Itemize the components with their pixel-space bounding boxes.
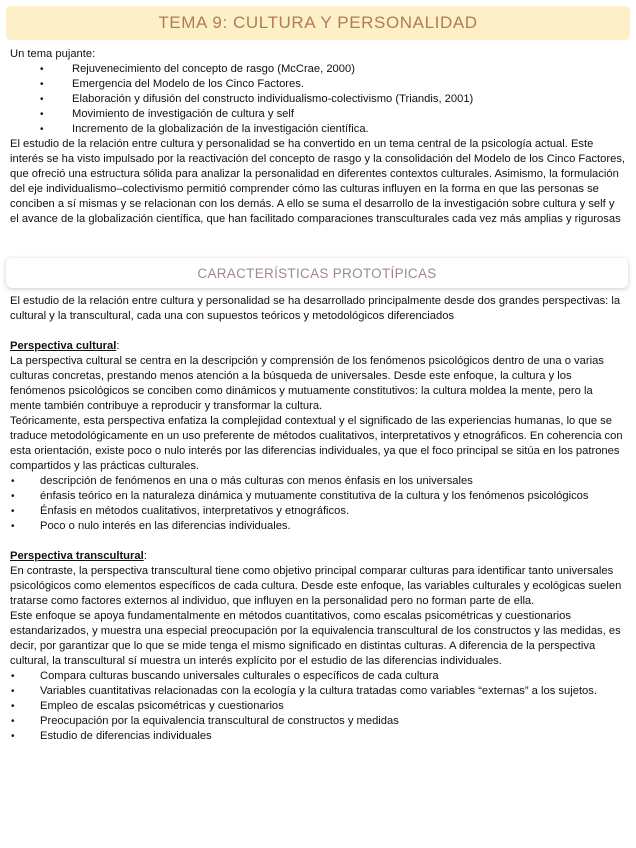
list-item: • Empleo de escalas psicométricas y cuestionarios bbox=[10, 699, 626, 714]
list-item: • Compara culturas buscando universales culturales o específicos de cada cultura bbox=[10, 669, 626, 684]
cultural-heading: Perspectiva cultural bbox=[10, 340, 117, 352]
section-title: CARACTERÍSTICAS PROTOTÍPICAS bbox=[197, 265, 437, 281]
transcultural-paragraph: Este enfoque se apoya fundamentalmente en métodos cuantitativos, como escalas psicométricas y cuestionarios estandarizados, y muestra una especial preocupación por la equivalencia transcultural de los constructos y las medidas, es decir, por garantizar que lo que se mide tenga el mismo significado en distintas culturas. A diferencia de la perspectiva cultural, la transcultural sí muestra un interés explícito por el estudio de las diferencias individuales. bbox=[10, 610, 621, 667]
list-item: • Poco o nulo interés en las diferencias individuales. bbox=[10, 519, 626, 534]
list-item: • Elaboración y difusión del constructo individualismo-colectivismo (Triandis, 2001) bbox=[10, 92, 626, 107]
body-section bbox=[10, 294, 626, 744]
list-item: • Emergencia del Modelo de los Cinco Factores. bbox=[10, 77, 626, 92]
intro-bullet-list bbox=[10, 62, 626, 137]
list-item: • Preocupación por la equivalencia transcultural de constructos y medidas bbox=[10, 714, 626, 729]
list-item: • énfasis teórico en la naturaleza dinámica y mutuamente constitutiva de la cultura y los fenómenos psicológicos bbox=[10, 489, 626, 504]
transcultural-heading-line: Perspectiva transcultural: bbox=[10, 550, 147, 562]
cultural-bullet-list bbox=[10, 474, 626, 534]
intro-paragraph: El estudio de la relación entre cultura y personalidad se ha convertido en un tema central de la psicología actual. Este interés se ha visto impulsado por la reactivación del concepto de rasgo y la consolidación del Modelo de los Cinco Factores, que ofreció una estructura sólida para analizar la personalidad en diferentes contextos culturales. Asimismo, la formulación del eje individualismo–colectivismo permitió comprender cómo las culturas influyen en la forma en que las personas se conciben a sí mismas y se relacionan con los demás. A ello se suma el desarrollo de la investigación sobre cultura y self y el avance de la globalización científica, que han facilitado comparaciones transculturales cada vez más amplias y rigurosas bbox=[10, 138, 626, 225]
list-item: • Énfasis en métodos cualitativos, interpretativos y etnográficos. bbox=[10, 504, 626, 519]
intro-lead: Un tema pujante: bbox=[10, 48, 96, 60]
cultural-paragraph: La perspectiva cultural se centra en la descripción y comprensión de los fenómenos psicológicos dentro de una o varias culturas concretas, prestando menos atención a la búsqueda de universales. Desde este enfoque, la cultura y los fenómenos psicológicos se conciben como dinámicos y mutuamente constitutivos: la cultura moldea la mente, pero la mente también contribuye a reproducir y transformar la cultura. bbox=[10, 355, 604, 412]
cultural-heading-line: Perspectiva cultural: bbox=[10, 340, 120, 352]
page-title: TEMA 9: CULTURA Y PERSONALIDAD bbox=[158, 13, 478, 32]
transcultural-paragraph: En contraste, la perspectiva transcultural tiene como objetivo principal comparar culturas para identificar tanto universales psicológicos como elementos específicos de cada cultura. Desde este enfoque, las variables culturales y ecológicas suelen tratarse como factores externos al individuo, que influyen en la personalidad pero no forman parte de ella. bbox=[10, 565, 622, 607]
section-header bbox=[6, 258, 628, 288]
transcultural-heading: Perspectiva transcultural bbox=[10, 550, 144, 562]
section-intro: El estudio de la relación entre cultura y personalidad se ha desarrollado principalmente desde dos grandes perspectivas: la cultural y la transcultural, cada una con supuestos teóricos y metodológicos diferenciados bbox=[10, 295, 621, 322]
intro-section bbox=[10, 47, 626, 227]
list-item: • Rejuvenecimiento del concepto de rasgo (McCrae, 2000) bbox=[10, 62, 626, 77]
list-item: • Variables cuantitativas relacionadas con la ecología y la cultura tratadas como variables “externas” a los sujetos. bbox=[10, 684, 626, 699]
list-item: • descripción de fenómenos en una o más culturas con menos énfasis en los universales bbox=[10, 474, 626, 489]
transcultural-bullet-list bbox=[10, 669, 626, 744]
list-item: • Movimiento de investigación de cultura y self bbox=[10, 107, 626, 122]
title-banner bbox=[6, 6, 630, 40]
cultural-paragraph: Teóricamente, esta perspectiva enfatiza la complejidad contextual y el significado de las experiencias humanas, lo que se traduce metodológicamente en un uso preferente de métodos cualitativos, interpretativos y etnográficos. En coherencia con esta orientación, existe poco o nulo interés por las diferencias individuales, ya que el foco principal se sitúa en los patrones compartidos y las prácticas culturales. bbox=[10, 415, 623, 472]
list-item: • Estudio de diferencias individuales bbox=[10, 729, 626, 744]
list-item: • Incremento de la globalización de la investigación científica. bbox=[10, 122, 626, 137]
